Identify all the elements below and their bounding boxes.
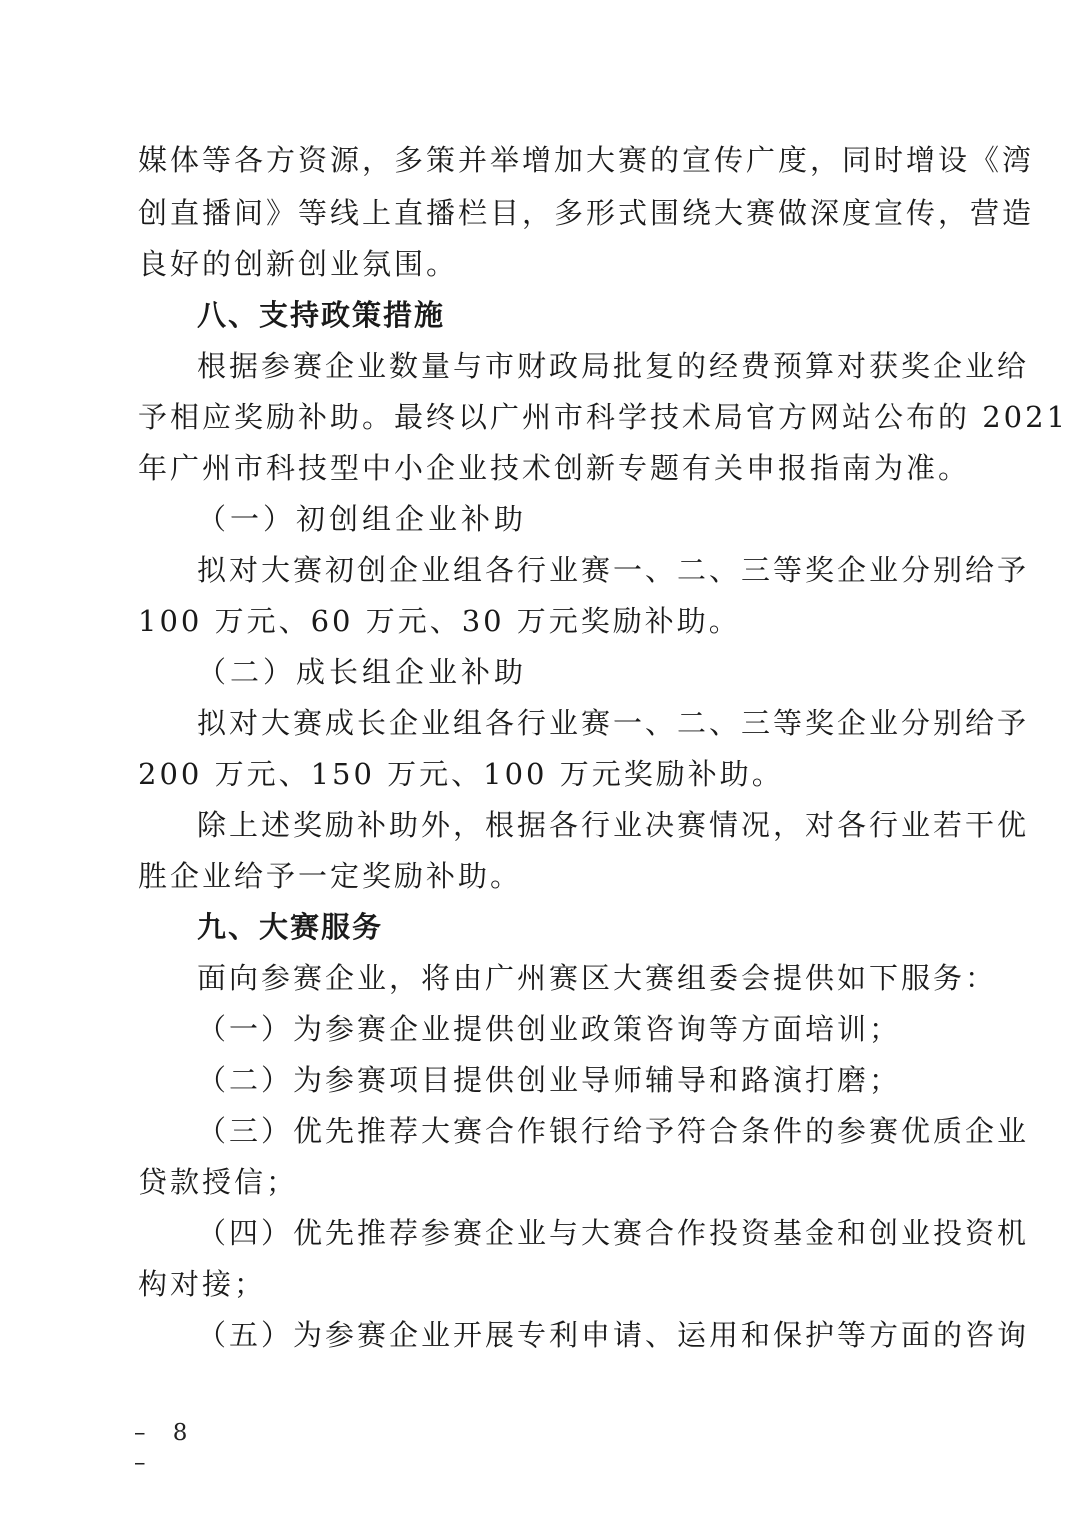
body-line-6: 年广州市科技型中小企业技术创新专题有关申报指南为准。 xyxy=(138,451,971,485)
service-item-1: （一）为参赛企业提供创业政策咨询等方面培训； xyxy=(197,1012,902,1046)
body-line-10: 200 万元、150 万元、100 万元奖励补助。 xyxy=(138,757,784,791)
body-line-3: 良好的创新创业氛围。 xyxy=(138,247,459,281)
body-line-4: 根据参赛企业数量与市财政局批复的经费预算对获奖企业给 xyxy=(197,349,1030,383)
page-number: – 8 – xyxy=(134,1420,198,1476)
body-line-9: 拟对大赛成长企业组各行业赛一、二、三等奖企业分别给予 xyxy=(197,706,1030,740)
body-line-1: 媒体等各方资源，多策并举增加大赛的宣传广度，同时增设《湾 xyxy=(138,143,1035,177)
service-item-3-continuation: 贷款授信； xyxy=(138,1165,299,1199)
body-line-2: 创直播间》等线上直播栏目，多形式围绕大赛做深度宣传，营造 xyxy=(138,196,1035,230)
service-item-5: （五）为参赛企业开展专利申请、运用和保护等方面的咨询 xyxy=(197,1318,1030,1352)
body-line-11: 除上述奖励补助外，根据各行业决赛情况，对各行业若干优 xyxy=(197,808,1030,842)
service-item-3: （三）优先推荐大赛合作银行给予符合条件的参赛优质企业 xyxy=(197,1114,1030,1148)
body-line-5: 予相应奖励补助。最终以广州市科学技术局官方网站公布的 2021 xyxy=(138,400,1069,434)
service-item-4-continuation: 构对接； xyxy=(138,1267,267,1301)
subheading-growth-support: （二）成长组企业补助 xyxy=(197,655,528,689)
body-line-7: 拟对大赛初创企业组各行业赛一、二、三等奖企业分别给予 xyxy=(197,553,1030,587)
section-heading-9: 九、大赛服务 xyxy=(197,910,384,944)
body-line-12: 胜企业给予一定奖励补助。 xyxy=(138,859,523,893)
body-line-8: 100 万元、60 万元、30 万元奖励补助。 xyxy=(138,604,741,638)
service-item-2: （二）为参赛项目提供创业导师辅导和路演打磨； xyxy=(197,1063,902,1097)
section-heading-8: 八、支持政策措施 xyxy=(197,298,446,332)
service-item-4: （四）优先推荐参赛企业与大赛合作投资基金和创业投资机 xyxy=(197,1216,1030,1250)
subheading-startup-support: （一）初创组企业补助 xyxy=(197,502,528,536)
body-line-13: 面向参赛企业，将由广州赛区大赛组委会提供如下服务： xyxy=(197,961,998,995)
